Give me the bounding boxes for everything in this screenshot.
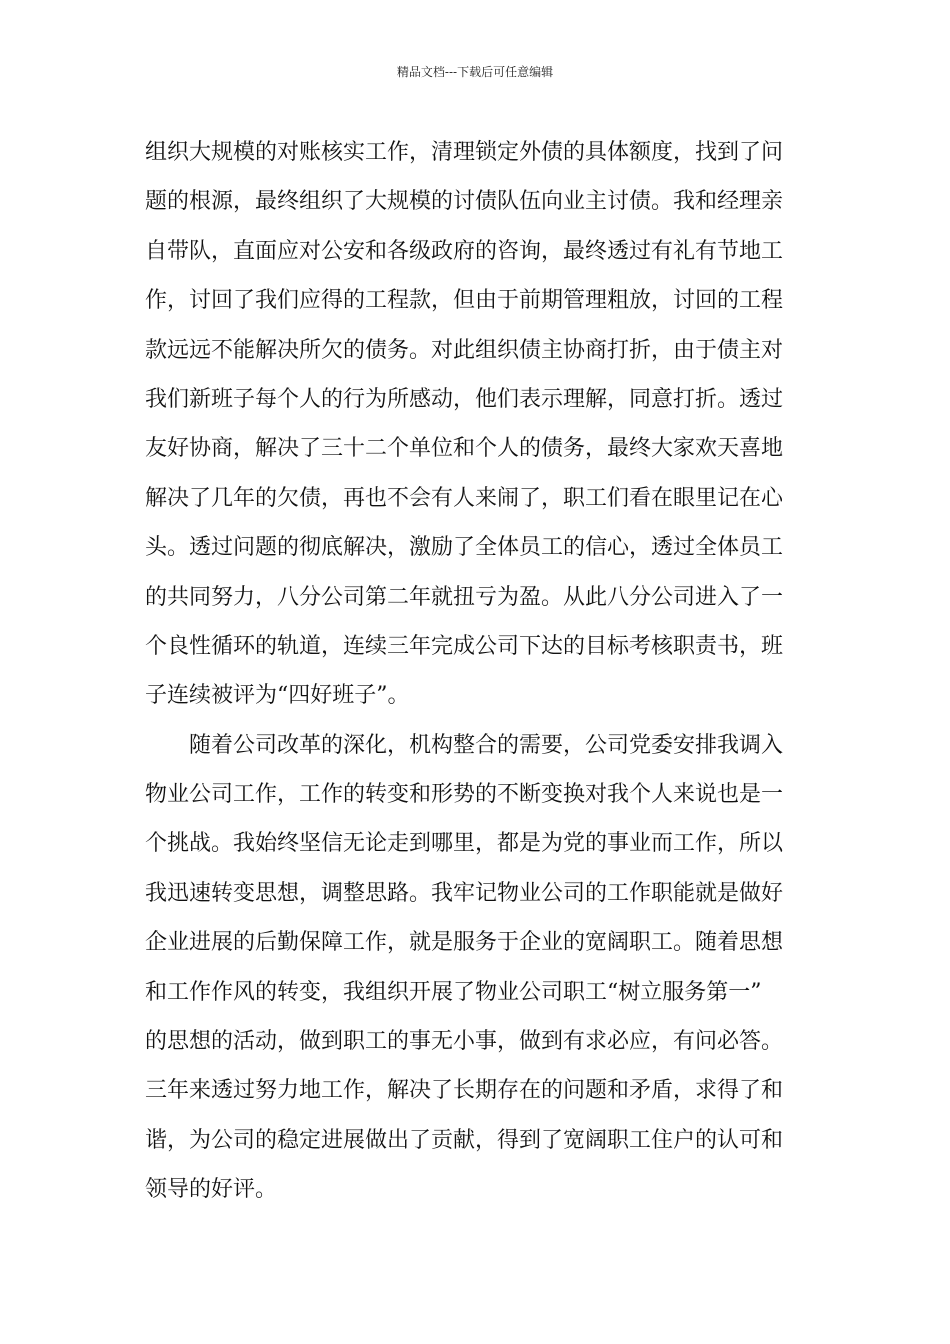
text-line: 我迅速转变思想，调整思路。我牢记物业公司的工作职能就是做好 (145, 880, 784, 906)
text-line: 随着公司改革的深化，机构整合的需要，公司党委安排我调入 (189, 732, 784, 758)
text-line: 头。透过问题的彻底解决，激励了全体员工的信心，透过全体员工 (145, 535, 784, 561)
text-line: 的思想的活动，做到职工的事无小事，做到有求必应，有问必答。 (145, 1029, 784, 1055)
document-body (145, 128, 813, 1215)
text-line: 子连续被评为“四好班子”。 (145, 683, 410, 709)
text-line: 款远远不能解决所欠的债务。对此组织债主协商打折，由于债主对 (145, 337, 784, 363)
text-line: 领导的好评。 (145, 1177, 278, 1203)
text-line: 友好协商，解决了三十二个单位和个人的债务，最终大家欢天喜地 (145, 436, 784, 462)
text-line: 作，讨回了我们应得的工程款，但由于前期管理粗放，讨回的工程 (145, 288, 784, 314)
text-line: 三年来透过努力地工作，解决了长期存在的问题和矛盾，求得了和 (145, 1078, 784, 1104)
paragraph (145, 721, 813, 1215)
text-line: 物业公司工作，工作的转变和形势的不断变换对我个人来说也是一 (145, 782, 784, 808)
text-line: 企业进展的后勤保障工作，就是服务于企业的宽阔职工。随着思想 (145, 930, 784, 956)
text-line: 谐，为公司的稳定进展做出了贡献，得到了宽阔职工住户的认可和 (145, 1127, 784, 1153)
text-line: 个良性循环的轨道，连续三年完成公司下达的目标考核职责书，班 (145, 633, 784, 659)
text-line: 组织大规模的对账核实工作，清理锁定外债的具体额度，找到了问 (145, 140, 784, 165)
text-line: 个挑战。我始终坚信无论走到哪里，都是为党的事业而工作，所以 (145, 831, 784, 857)
text-line: 和工作作风的转变，我组织开展了物业公司职工“树立服务第一” (145, 979, 762, 1005)
text-line: 自带队，直面应对公安和各级政府的咨询，最终透过有礼有节地工 (145, 238, 784, 264)
text-line: 题的根源，最终组织了大规模的讨债队伍向业主讨债。我和经理亲 (145, 189, 784, 215)
text-line: 解决了几年的欠债，再也不会有人来闹了，职工们看在眼里记在心 (145, 485, 784, 511)
paragraph (145, 128, 813, 721)
text-line: 的共同努力，八分公司第二年就扭亏为盈。从此八分公司进入了一 (145, 584, 784, 610)
page-header: 精品文档---下载后可任意编辑 (396, 65, 554, 79)
text-line: 我们新班子每个人的行为所感动，他们表示理解，同意打折。透过 (145, 386, 784, 412)
